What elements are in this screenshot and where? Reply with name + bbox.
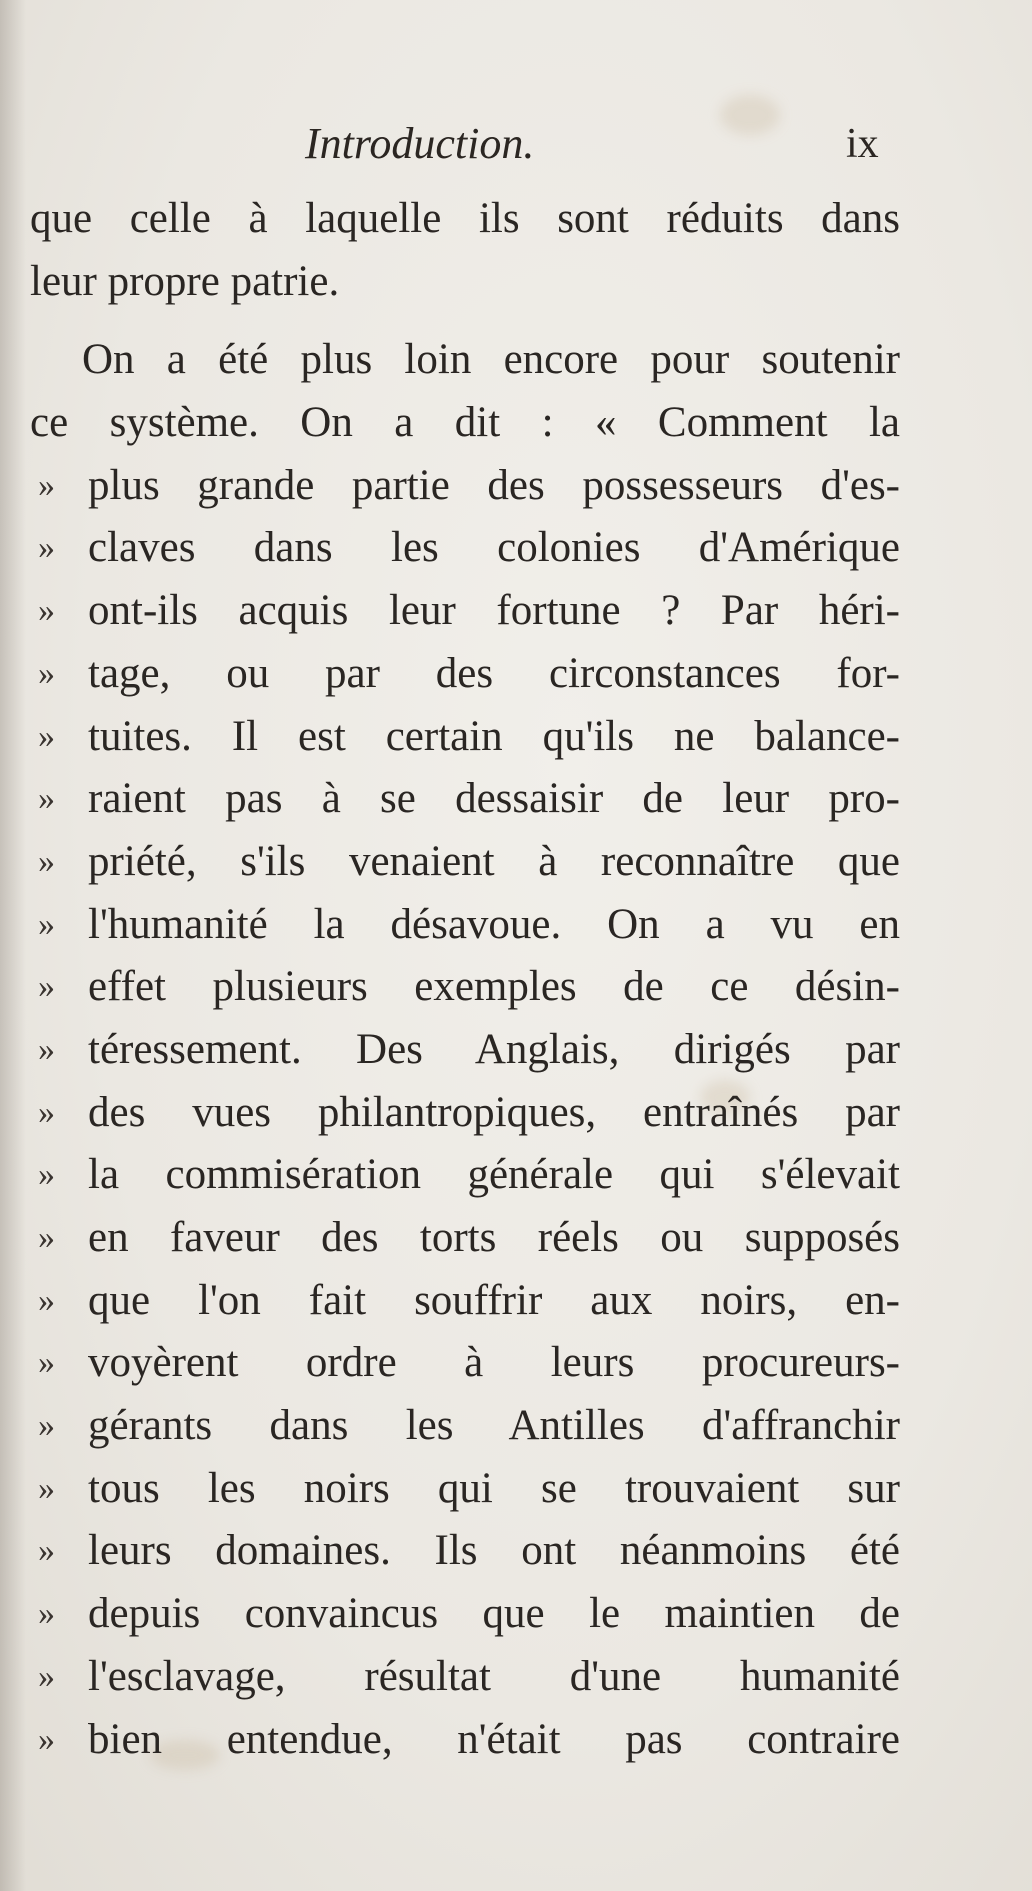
quote-marker: » xyxy=(38,529,55,567)
quoted-line: » leurs domaines. Ils ont néanmoins été xyxy=(30,1520,900,1583)
quote-marker: » xyxy=(38,654,55,692)
quote-marker: » xyxy=(38,1657,55,1695)
quote-marker: » xyxy=(38,717,55,755)
quote-marker: » xyxy=(38,592,55,630)
quoted-line: » téressement. Des Anglais, dirigés par xyxy=(30,1019,900,1082)
quoted-line: » voyèrent ordre à leurs procureurs- xyxy=(30,1332,900,1395)
quoted-line: » gérants dans les Antilles d'affranchir xyxy=(30,1395,900,1458)
text-line: On a été plus loin encore pour soutenir xyxy=(82,336,900,384)
paragraph-gap xyxy=(30,313,900,329)
quoted-line: » la commisération générale qui s'élevait xyxy=(30,1144,900,1207)
quote-marker: » xyxy=(38,1344,55,1382)
quote-marker: » xyxy=(38,1469,55,1507)
quoted-line: » ont-ils acquis leur fortune ? Par héri- xyxy=(30,580,900,643)
quoted-line: » claves dans les colonies d'Amérique xyxy=(30,517,900,580)
quoted-line: » en faveur des torts réels ou supposés xyxy=(30,1207,900,1270)
text-line: ce système. On a dit : « Comment la xyxy=(30,399,900,447)
quote-marker: » xyxy=(38,466,55,504)
quoted-line: » l'esclavage, résultat d'une humanité xyxy=(30,1646,900,1709)
quoted-line: » bien entendue, n'était pas contraire xyxy=(30,1709,900,1772)
quote-marker: » xyxy=(38,968,55,1006)
quote-marker: » xyxy=(38,1281,55,1319)
gutter-shadow xyxy=(0,0,26,1891)
text-line: que celle à laquelle ils sont réduits dans xyxy=(30,195,900,242)
quote-marker: » xyxy=(38,842,55,880)
running-head xyxy=(0,112,1032,172)
quoted-line: » depuis convaincus que le maintien de xyxy=(30,1583,900,1646)
quote-marker: » xyxy=(38,1595,55,1633)
quoted-line: » effet plusieurs exemples de ce désin- xyxy=(30,956,900,1019)
quote-marker: » xyxy=(38,780,55,818)
quote-marker: » xyxy=(38,1407,55,1445)
quote-marker: » xyxy=(38,1720,55,1758)
quote-marker: » xyxy=(38,1030,55,1068)
text-line: leur propre patrie. xyxy=(30,257,340,305)
quote-marker: » xyxy=(38,1093,55,1131)
quoted-line: » raient pas à se dessaisir de leur pro- xyxy=(30,768,900,831)
running-head-title: Introduction. xyxy=(305,119,535,168)
page-number: ix xyxy=(846,121,879,167)
quoted-line: » l'humanité la désavoue. On a vu en xyxy=(30,894,900,957)
quote-marker: » xyxy=(38,1156,55,1194)
quoted-line: » que l'on fait souffrir aux noirs, en- xyxy=(30,1270,900,1333)
quoted-line: » tuites. Il est certain qu'ils ne balance- xyxy=(30,706,900,769)
quoted-line: » plus grande partie des possesseurs d'es- xyxy=(30,455,900,518)
quoted-line: » tous les noirs qui se trouvaient sur xyxy=(30,1458,900,1521)
quote-marker: » xyxy=(38,1532,55,1570)
quoted-line: » des vues philantropiques, entraînés par xyxy=(30,1082,900,1145)
quote-marker: » xyxy=(38,1219,55,1256)
quoted-line: » tage, ou par des circonstances for- xyxy=(30,643,900,706)
body-text xyxy=(30,188,900,1771)
quoted-line: » priété, s'ils venaient à reconnaître que xyxy=(30,831,900,894)
quote-marker: » xyxy=(38,905,55,943)
